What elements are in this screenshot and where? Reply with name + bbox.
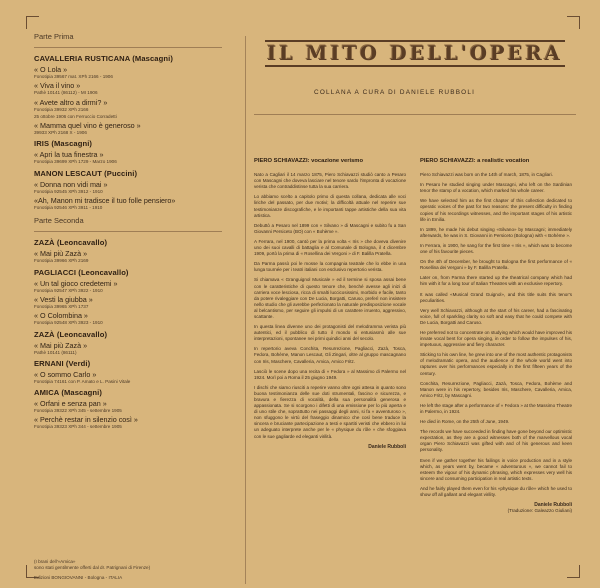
aria-title: « Viva il vino » bbox=[34, 81, 81, 91]
paragraph: In Ferrara, in 1900, he sang for the first time « Iris », which was to become one of his favourite pieces. bbox=[420, 242, 572, 255]
aria-title: « Mai più Zazà » bbox=[34, 340, 88, 350]
catalog-number: Fonotipia 92547 XPh 3922 - 1910 bbox=[34, 287, 103, 293]
work-title: ZAZÀ (Leoncavallo) bbox=[34, 238, 108, 248]
signature: Daniele Rubboli bbox=[534, 502, 572, 509]
english-notes bbox=[420, 158, 572, 514]
aria-title: « Orfani e senza pan » bbox=[34, 399, 107, 409]
part-two-heading: Parte Seconda bbox=[34, 216, 84, 226]
paragraph: Lasciò le scene dopo una recita di « Fedora » al Massimo di Palermo nel 1924. Morì poi a Roma il 25 giugno 1949. bbox=[254, 368, 406, 380]
page-frame bbox=[26, 16, 580, 578]
catalog-number: Fonotipia 39966 XPh 2169 bbox=[34, 258, 89, 264]
work-block bbox=[34, 238, 234, 263]
catalog-number: Fonotipia 74161 con P. Amato e L. Pasini Vitale bbox=[34, 378, 131, 384]
aria-title: « Apri la tua finestra » bbox=[34, 150, 104, 160]
paragraph: Sticking to his own line, he grew into one of the most authentic protagonists of melodramatic opera, and the audience of the whole world went into raptures over his performances especially in the first fifteen years of the century. bbox=[420, 352, 572, 376]
part-two-list bbox=[34, 238, 234, 429]
paragraph: Later on, from Parma there started up the theatrical company which had him with it for a long tour of Italian Theatres with an exclusive repertory. bbox=[420, 275, 572, 287]
paragraph: Da Parma passò poi le mosse la compagnia teatrale che lo ebbe in una lunga tournée per i teatri italiani con esclusivo repertorio verista. bbox=[254, 261, 406, 273]
catalog-number: Fonotipia 39932 XPh 2166 bbox=[34, 106, 89, 112]
catalog-number: Pathè 10141 (86112) - MI 1906 bbox=[34, 90, 98, 96]
italian-notes bbox=[254, 158, 406, 450]
signature: Daniele Rubboli bbox=[368, 443, 406, 450]
paragraph: Even if we gather together his failings in voice production and in a style which, as years went by, became « adventurous », we cannot fail to esteem the vigour of his dynamic phrasing, which expresses very well his sincere and consuming participation in real artistic texts. bbox=[420, 457, 572, 481]
paragraph: We have selected him as the first chapter of this collection dedicated to operatic voices of the past for two reasons: the present difficulty in finding copies of his recordings witnesses, and the important stages of his artistic life in Emilia. bbox=[420, 198, 572, 222]
work-title: MANON LESCAUT (Puccini) bbox=[34, 168, 138, 178]
work-block bbox=[34, 139, 234, 164]
aria-title: « Mai più Zazà » bbox=[34, 249, 88, 259]
column-divider bbox=[245, 36, 246, 584]
aria-title: « Vesti la giubba » bbox=[34, 294, 93, 304]
paragraph: The records we have succeeded in finding have gone beyond our optimistic expectation, as they are a good witnesses both of the marvellous vocal organ Piero Schiavazzi was gifted with and of his generous and keen personality. bbox=[420, 429, 572, 453]
paragraph: And he fairly played them even for his «physique du rôle» which he used to show off all gallant and elegant virility. bbox=[420, 485, 572, 498]
tracklist bbox=[34, 32, 234, 434]
aria-title: « O Lola » bbox=[34, 65, 68, 74]
catalog-number: Pathè 10141 (86111) bbox=[34, 349, 77, 355]
aria-title: « O Colombina » bbox=[34, 311, 88, 321]
aria-title: « Un tal gioco credetemi » bbox=[34, 278, 118, 288]
work-block bbox=[34, 330, 234, 355]
translator-credit: (Traduzione: Galeazzo Giuliani) bbox=[507, 508, 572, 514]
publisher-line: Edizioni BONGIOVANNI - Bologna - ITALIA bbox=[34, 575, 123, 580]
footnote-line: sono stati gentilmente offerti dal dr. Patrignani di Firenze) bbox=[34, 565, 151, 570]
work-block bbox=[34, 169, 234, 211]
catalog-number: Fonotipia 39699 XPh 1729 - Marzo 1906 bbox=[34, 159, 117, 165]
work-block bbox=[34, 388, 234, 430]
corner-mark bbox=[26, 16, 39, 29]
catalog-number: Fonotipia 39965 XPh 1737 bbox=[34, 303, 89, 309]
paragraph: Conchita, Resurrezione, Pagliacci, Zazà, Tosca, Fedora, Bohème and Manon were in his repertory, besides Iris, Maschere, Cavalleria, Amica, Amico Fritz, by Mascagni. bbox=[420, 380, 572, 398]
paragraph: Si chiamava « Granguignol Musicale » ed il termine si sposa assai bene con le caratteristiche di questo tenore che, benché avesse agli inizi di carriera voce lesciosa, ricca di smalti luccicosissimi, morbido e facile, tanto da potere rivaleggiare con De Lucia, Borgatti, Caruso, preferì non insistere nello studio che gli avrebbe perfezionato la naturale predisposizione vocale al belcantismo, per seguire gli impulsi di un carattere irruento, aggressivo, scattante. bbox=[254, 277, 406, 319]
aria-title: « Mamma quel vino è generoso » bbox=[34, 121, 141, 131]
paragraph: He preferred not to concentrate on studying which would have improved his innate vocal bent for opera singing, in order to follow the impulses of his, impetuous, aggressive and fiery character. bbox=[420, 329, 572, 348]
aria-title: « O sommo Carlo » bbox=[34, 369, 97, 379]
paragraph: In questa linea divenne uno dei protagonisti del melodramma verista più autentici, ed il pubblico di tutto il mondo si entusiasmò alle sue interpretazioni, spontanee nei primi quindici anni del secolo. bbox=[254, 324, 406, 342]
paragraph: Debuttò a Pesaro nel 1899 con « Silvano » di Mascagni e subito fu a San Giovanni Persiceto (BO) con « Bohème ». bbox=[254, 222, 406, 234]
paragraph: It was called «Musical Grand Guignol», and this title suits this tenor's peculiarities. bbox=[420, 291, 572, 303]
work-title: PAGLIACCI (Leoncavallo) bbox=[34, 267, 129, 277]
paragraph: Piero Schiavazzi was born on the 14th of march, 1875, in Cagliari. bbox=[420, 172, 553, 178]
paragraph: Nato a Cagliari il 14 marzo 1875, Piero Schiavazzi studiò canto a Pesaro con Mascagni che doveva lasciare nel tenore sardo l'impronta di vocazione verista che contraddistinse tutta la sua carriera. bbox=[254, 172, 406, 190]
notes-panel bbox=[254, 36, 576, 514]
paragraph: In 1899, he made his debut singing «Silvano» by Mascagni; immediately afterwards, he was in S. Giovanni in Persiceto (Bologna) with « Bohème ». bbox=[420, 226, 572, 238]
english-heading: PIERO SCHIAVAZZI: a realistic vocation bbox=[420, 158, 530, 164]
series-title: IL MITO DELL'OPERA bbox=[267, 42, 563, 65]
work-title: CAVALLERIA RUSTICANA (Mascagni) bbox=[34, 54, 173, 63]
italian-heading: PIERO SCHIAVAZZI: vocazione verismo bbox=[254, 158, 363, 164]
part-one-heading: Parte Prima bbox=[34, 32, 74, 41]
paragraph: He died in Rome, on the 25th of June, 1949. bbox=[420, 419, 510, 425]
work-block bbox=[34, 359, 234, 384]
rule bbox=[34, 231, 222, 232]
catalog-number: 25 ottobre 1906 con Ferruccio Corradetti bbox=[34, 113, 117, 119]
aria-title: «Ah, Manon mi tradisce il tuo folle pensiero» bbox=[34, 196, 176, 206]
catalog-number: Fonotipia 39323 XPh 344 - settembre 1905 bbox=[34, 424, 122, 430]
aria-title: « Avete altro a dirmi? » bbox=[34, 97, 108, 107]
paragraph: On the 4th of December, he brought to Bologna the first performance of « Rosellina dei Vergoni » by F. Balilla Pratella. bbox=[420, 259, 572, 271]
part-one-list bbox=[34, 54, 234, 210]
italian-body bbox=[254, 172, 406, 440]
aria-title: « Perchè restar in silenzio così » bbox=[34, 415, 138, 425]
paragraph: Lo abbiamo scelto a capitolo primo di questa collana, dedicata alle voci liriche del passato, per due motivi; la difficoltà attuale nel reperire sue testimonianze discografiche, e le importanti tappe artistiche della sua vita artistica. bbox=[254, 194, 406, 218]
catalog-number: 39933 XPh 2168 X - 1906 bbox=[34, 130, 87, 136]
paragraph: In repertorio aveva Conchita, Resurrezione, Pagliacci, Zazà, Tosca, Fedora, Bohème, Manon Lescaut, Gli Zingari, oltre al gruppo mascagnano con Iris, Maschere, Cavalleria, Amica, Amico Fritz. bbox=[254, 346, 406, 364]
paragraph: He left the stage after a performance of « Fedora » at the Massimo Theatre in Palermo, in 1924. bbox=[420, 402, 572, 414]
catalog-number: Fonotipia 39322 XPh 345 - settembre 1905 bbox=[34, 408, 122, 414]
liner-notes bbox=[254, 158, 576, 578]
work-block bbox=[34, 268, 234, 326]
work-title: ZAZÀ (Leoncavallo) bbox=[34, 329, 108, 339]
catalog-number: Fonotipia 92546 XPh 3911 - 1910 bbox=[34, 205, 103, 211]
aria-title: « Donna non vidi mai » bbox=[34, 179, 108, 189]
footnote-line: (I brani dell'«Amica» bbox=[34, 559, 76, 564]
work-title: AMICA (Mascagni) bbox=[34, 388, 102, 398]
rule bbox=[34, 47, 222, 48]
rule bbox=[254, 114, 576, 115]
paragraph: Very well Schiavazzi, although at the start of his career, had a fascinating voice, full of sparkling clarity so soft and easy that he could compete with De Lucia, Borgatti and Caruso. bbox=[420, 307, 572, 325]
english-body bbox=[420, 172, 572, 498]
corner-mark bbox=[567, 16, 580, 29]
work-title: ERNANI (Verdi) bbox=[34, 358, 91, 368]
series-subtitle: COLLANA A CURA DI DANIELE RUBBOLI bbox=[314, 89, 476, 96]
work-block bbox=[34, 54, 234, 135]
left-footer bbox=[34, 559, 234, 581]
catalog-number: Fonotipia 92545 XPh 3912 - 1910 bbox=[34, 188, 103, 194]
work-title: IRIS (Mascagni) bbox=[34, 139, 93, 149]
paragraph: A Ferrara, nel 1900, cantò per la prima volta « Iris » che doveva divenire uno dei suoi cavalli di battaglia e al Comunale di Bologna, il 4 dicembre 1909, portò la prima di « Rosellina dei Vergoni » di F. Balilla Pratella. bbox=[254, 238, 406, 257]
catalog-number: Fonotipia 39567 mat. XPh 2166 - 1906 bbox=[34, 74, 113, 79]
paragraph: In Pesaro he studied singing under Mascagni, who left on the Sardinian tenor the stamp of a vocation, which marked his whole career. bbox=[420, 182, 572, 194]
catalog-number: Fonotipia 92548 XPh 3923 - 1910 bbox=[34, 320, 103, 326]
paragraph: I dischi che siamo riusciti a reperire vanno oltre ogni attesa in quanto sono buona testimonianza delle sue doti strumentali, fascino e sicurezza, e bravura e fierezza di vocalità, della sua personalità generosa e appassionata. Se si scorgono i difetti di una emissione per lo più aperta e di uno stile che, soprattutto nei passaggi degli anni, si fa « avventuroso », non sfuggono le virtù del fraseggio dinamico che così bene traduce la sincera e bruciante partecipazione a testi e spartiti veristi che ebbero in lui un adeguato interprete anche per le « physique du rôle » che sfoggiava con le sue gagliarde ed eleganti virilità. bbox=[254, 384, 406, 439]
